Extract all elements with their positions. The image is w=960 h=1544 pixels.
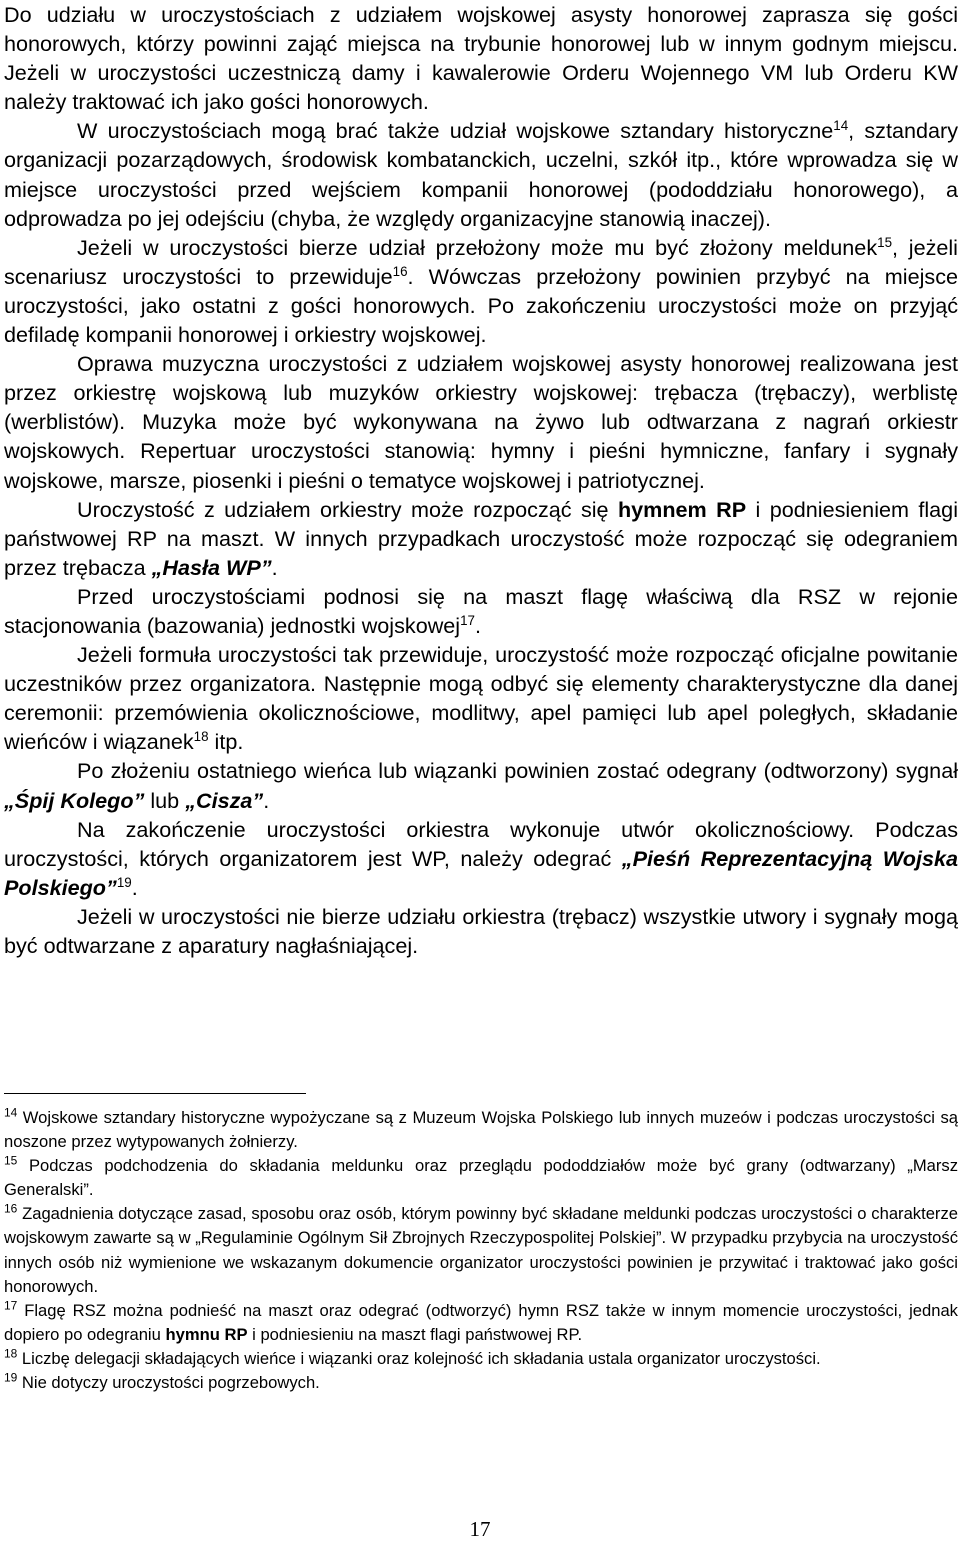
- footnote-text: Zagadnienia dotyczące zasad, sposobu oraz osób, którym powinny być składane meldunki podczas uroczystości o charakterze wojskowym zawarte są w „Regulaminie Ogólnym Sił Zbrojnych Rzeczypospolitej Polskiej”. W przypadku przybycia na uroczystość innych osób niż wymienione we wskazanym dokumencie organizator uroczystości powinien je przywitać i traktować jako gości honorowych.: [4, 1204, 958, 1296]
- text-span: lub: [144, 787, 186, 813]
- text-span: i podniesieniem flagi państwowej RP na maszt. W innych przypadkach uroczystość może rozpocząć się odegraniem przez trębacza: [4, 496, 958, 580]
- bold-italic-song: „Pieśń Reprezentacyjną Wojska Polskiego”: [4, 845, 958, 900]
- text-span: Po złożeniu ostatniego wieńca lub wiązanki powinien zostać odegrany (odtworzony) sygnał: [77, 758, 958, 784]
- footnote-number: 19: [4, 1370, 18, 1385]
- text-span: Jeżeli w uroczystości bierze udział przełożony może mu być złożony meldunek: [77, 234, 878, 260]
- text-span: .: [131, 874, 138, 900]
- footnote-text: Flagę RSZ można podnieść na maszt oraz odegrać (odtworzyć) hymn RSZ także w innym momencie uroczystości, jednak dopiero po odegraniu: [4, 1300, 958, 1344]
- footnote-14: [4, 1106, 958, 1154]
- text-span: .: [271, 554, 278, 580]
- text-span: W uroczystościach mogą brać także udział wojskowe sztandary historyczne: [77, 118, 834, 144]
- bold-italic-signal: „Hasła WP”: [151, 554, 272, 580]
- footnote-15: [4, 1154, 958, 1202]
- paragraph-wreaths: [4, 756, 958, 814]
- page-number: 17: [469, 1517, 491, 1541]
- text-span: Przed uroczystościami podnosi się na maszt flagę właściwą dla RSZ w rejonie stacjonowania (bazowania) jednostki wojskowej: [4, 583, 958, 638]
- paragraph-report: [4, 233, 958, 349]
- footnote-number: 14: [4, 1105, 18, 1120]
- footnote-ref-14[interactable]: 14: [833, 118, 849, 134]
- footnote-ref-18[interactable]: 18: [193, 729, 209, 745]
- text-span: itp.: [208, 729, 244, 755]
- footnote-number: 16: [4, 1201, 18, 1216]
- paragraph-music: Oprawa muzyczna uroczystości z udziałem wojskowej asysty honorowej realizowana jest przez orkiestrę wojskową lub muzyków orkiestry wojskowej: trębacza (trębaczy), werblistę (werblistów). Muzyka może być wykonywana na żywo lub odtwarzana z nagrań orkiestr wojskowych. Repertuar uroczystości stanowią: hymny i pieśni hymniczne, fanfary i sygnały wojskowe, marsze, piosenki i pieśni o tematyce wojskowej i patriotycznej.: [4, 351, 958, 493]
- footnote-number: 17: [4, 1298, 18, 1313]
- footnote-number: 18: [4, 1346, 18, 1361]
- footnote-text: Wojskowe sztandary historyczne wypożyczane są z Muzeum Wojska Polskiego lub innych muzeów i podczas uroczystości są noszone przez wytypowanych żołnierzy.: [4, 1108, 958, 1152]
- paragraph-flag: [4, 582, 958, 640]
- text-span: Jeżeli formuła uroczystości tak przewiduje, uroczystość może rozpocząć oficjalne powitanie uczestników przez organizatora. Następnie mogą odbyć się elementy charakterystyczne dla danej ceremonii: przemówienia okolicznościowe, modlitwy, apel pamięci lub apel poległych, składanie wieńców i wiązanek: [4, 642, 958, 755]
- footnote-number: 15: [4, 1153, 18, 1168]
- footnote-ref-15[interactable]: 15: [877, 234, 893, 250]
- paragraph-anthem: [4, 495, 958, 582]
- footnotes: [4, 1106, 958, 1395]
- bold-italic-signal: „Śpij Kolego”: [4, 787, 145, 813]
- paragraph-guests-of-honor: Do udziału w uroczystościach z udziałem wojskowej asysty honorowej zaprasza się gości honorowych, którzy powinni zająć miejsca na trybunie honorowej lub w innym godnym miejscu. Jeżeli w uroczystości uczestniczą damy i kawalerowie Orderu Wojennego VM lub Orderu KW należy traktować ich jako gości honorowych.: [4, 2, 958, 115]
- main-text: [4, 0, 958, 960]
- footnote-separator: [4, 1093, 306, 1094]
- footnote-ref-17[interactable]: 17: [460, 612, 475, 628]
- text-span: Uroczystość z udziałem orkiestry może rozpocząć się: [77, 496, 618, 522]
- footnote-text: i podniesieniu na maszt flagi państwowej RP.: [247, 1324, 583, 1344]
- footnote-18: [4, 1347, 958, 1371]
- text-span: , jeżeli scenariusz uroczystości to przewiduje: [4, 234, 958, 289]
- text-span: .: [475, 612, 481, 638]
- bold-anthem: hymnem RP: [617, 496, 747, 522]
- text-span: .: [263, 787, 270, 813]
- paragraph-no-orchestra: Jeżeli w uroczystości nie bierze udziału orkiestra (trębacz) wszystkie utwory i sygnały mogą być odtwarzane z aparatury nagłaśniającej.: [4, 903, 958, 958]
- footnote-text: Nie dotyczy uroczystości pogrzebowych.: [21, 1373, 320, 1393]
- footnote-19: [4, 1371, 958, 1395]
- footnote-17: [4, 1299, 958, 1347]
- footnote-text: Podczas podchodzenia do składania meldunku oraz przeglądu pododdziałów może być grany (odtwarzany) „Marsz Generalski”.: [4, 1156, 958, 1200]
- paragraph-closing: [4, 815, 958, 902]
- paragraph-historic-banners: [4, 116, 958, 232]
- text-span: , sztandary organizacji pozarządowych, środowisk kombatanckich, uczelni, szkół itp., które wprowadza się w miejsce uroczystości przed wejściem kompanii honorowej (pododdziału honorowego), a odprowadza po jej odejściu (chyba, że względy organizacyjne stanowią inaczej).: [4, 118, 958, 231]
- footnote-16: [4, 1202, 958, 1298]
- footnote-ref-16[interactable]: 16: [392, 263, 408, 279]
- paragraph-ceremony: [4, 640, 958, 756]
- text-span: Na zakończenie uroczystości orkiestra wykonuje utwór okolicznościowy. Podczas uroczystości, których organizatorem jest WP, należy odegrać: [4, 816, 958, 871]
- bold-anthem: hymnu RP: [165, 1324, 248, 1344]
- footnote-ref-19[interactable]: 19: [116, 874, 132, 890]
- bold-italic-signal: „Cisza”: [185, 787, 264, 813]
- footnote-text: Liczbę delegacji składających wieńce i wiązanki oraz kolejność ich składania ustala organizator uroczystości.: [21, 1348, 821, 1368]
- text-span: . Wówczas przełożony powinien przybyć na miejsce uroczystości, jako ostatni z gości honorowych. Po zakończeniu uroczystości może on przyjąć defiladę kompanii honorowej i orkiestry wojskowej.: [4, 263, 959, 348]
